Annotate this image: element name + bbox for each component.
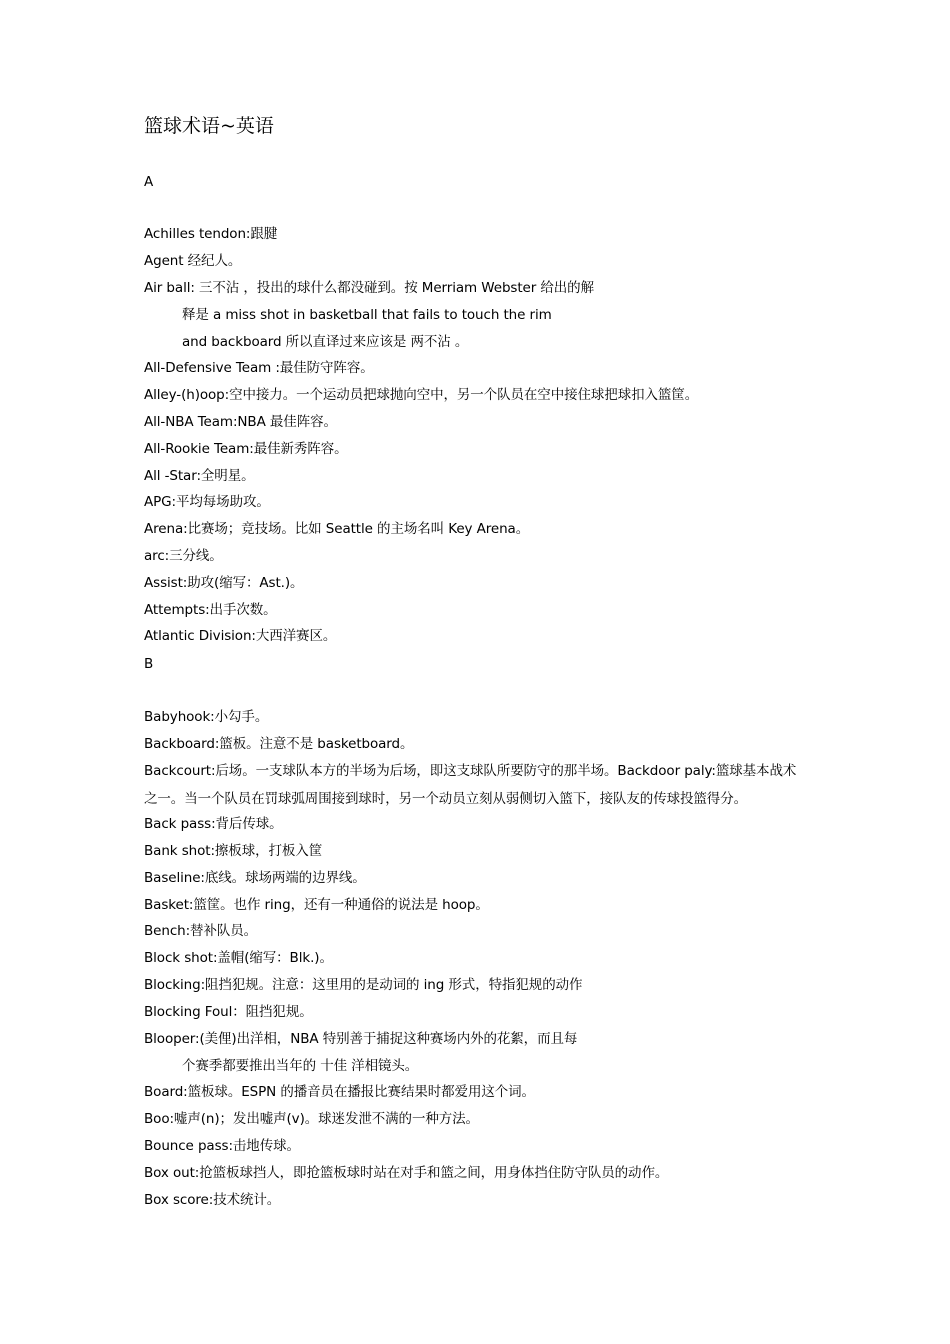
entry-continuation: 释是 a miss shot in basketball that fails to touch the rim: [182, 307, 552, 323]
glossary-entry: APG:平均每场助攻。: [144, 494, 270, 510]
glossary-entry: Blocking Foul：阻挡犯规。: [144, 1004, 313, 1020]
glossary-entry: Babyhook:小勾手。: [144, 709, 269, 725]
glossary-entry: Blocking:阻挡犯规。注意：这里用的是动词的 ing 形式，特指犯规的动作: [144, 977, 583, 993]
glossary-entry: Back pass:背后传球。: [144, 816, 283, 832]
glossary-entry: Attempts:出手次数。: [144, 602, 277, 618]
glossary-entry: Box score:技术统计。: [144, 1192, 281, 1208]
glossary-entry: Bank shot:擦板球，打板入筐: [144, 843, 323, 859]
glossary-entry: Alley-(h)oop:空中接力。一个运动员把球抛向空中，另一个队员在空中接住球把球扣入篮筐。: [144, 387, 699, 403]
glossary-entry: All-Rookie Team:最佳新秀阵容。: [144, 441, 348, 457]
glossary-entry: Arena:比赛场；竞技场。比如 Seattle 的主场名叫 Key Arena。: [144, 521, 530, 537]
entry-line: Air ball: 三不沾 ，投出的球什么都没碰到。按 Merriam Webster 给出的解: [144, 280, 594, 296]
glossary-entry: Basket:篮筐。也作 ring，还有一种通俗的说法是 hoop。: [144, 897, 489, 913]
glossary-entry: Baseline:底线。球场两端的边界线。: [144, 870, 366, 886]
section-letter-a: A: [144, 174, 154, 190]
glossary-entry: Block shot:盖帽(缩写：Blk.)。: [144, 950, 333, 966]
glossary-entry: [144, 1030, 577, 1075]
entry-continuation: 个赛季都要推出当年的 十佳 洋相镜头。: [182, 1058, 419, 1074]
glossary-entry: Agent 经纪人。: [144, 253, 242, 269]
glossary-entry: All-Defensive Team :最佳防守阵容。: [144, 360, 374, 376]
glossary-entry: arc:三分线。: [144, 548, 223, 564]
glossary-entry: [144, 279, 594, 351]
section-letter-b: B: [144, 656, 154, 672]
glossary-entry: Atlantic Division:大西洋赛区。: [144, 628, 337, 644]
glossary-entry: Backcourt:后场。一支球队本方的半场为后场，即这支球队所要防守的那半场。Backdoor paly:篮球基本战术之一。当一个队员在罚球弧周围接到球时，另一个动员立刻从弱侧切入篮下，接队友的传球投篮得分。: [144, 763, 797, 807]
entry-continuation: and backboard 所以直译过来应该是 两不沾 。: [182, 334, 469, 350]
glossary-entry: Achilles tendon:跟腱: [144, 226, 278, 242]
glossary-entry: Bounce pass:击地传球。: [144, 1138, 300, 1154]
glossary-entry: Board:篮板球。ESPN 的播音员在播报比赛结果时都爱用这个词。: [144, 1084, 535, 1100]
document-title: 篮球术语~英语: [144, 115, 274, 137]
entry-line: Blooper:(美俚)出洋相，NBA 特别善于捕捉这种赛场内外的花絮，而且每: [144, 1031, 578, 1047]
glossary-entry: Boo:嘘声(n)；发出嘘声(v)。球迷发泄不满的一种方法。: [144, 1111, 479, 1127]
glossary-entry: Backboard:篮板。注意不是 basketboard。: [144, 736, 414, 752]
glossary-entry: Bench:替补队员。: [144, 923, 258, 939]
glossary-entry: All -Star:全明星。: [144, 468, 255, 484]
glossary-entry: All-NBA Team:NBA 最佳阵容。: [144, 414, 337, 430]
glossary-entry: Box out:抢篮板球挡人，即抢篮板球时站在对手和篮之间，用身体挡住防守队员的动作。: [144, 1165, 669, 1181]
glossary-entry: Assist:助攻(缩写：Ast.)。: [144, 575, 304, 591]
